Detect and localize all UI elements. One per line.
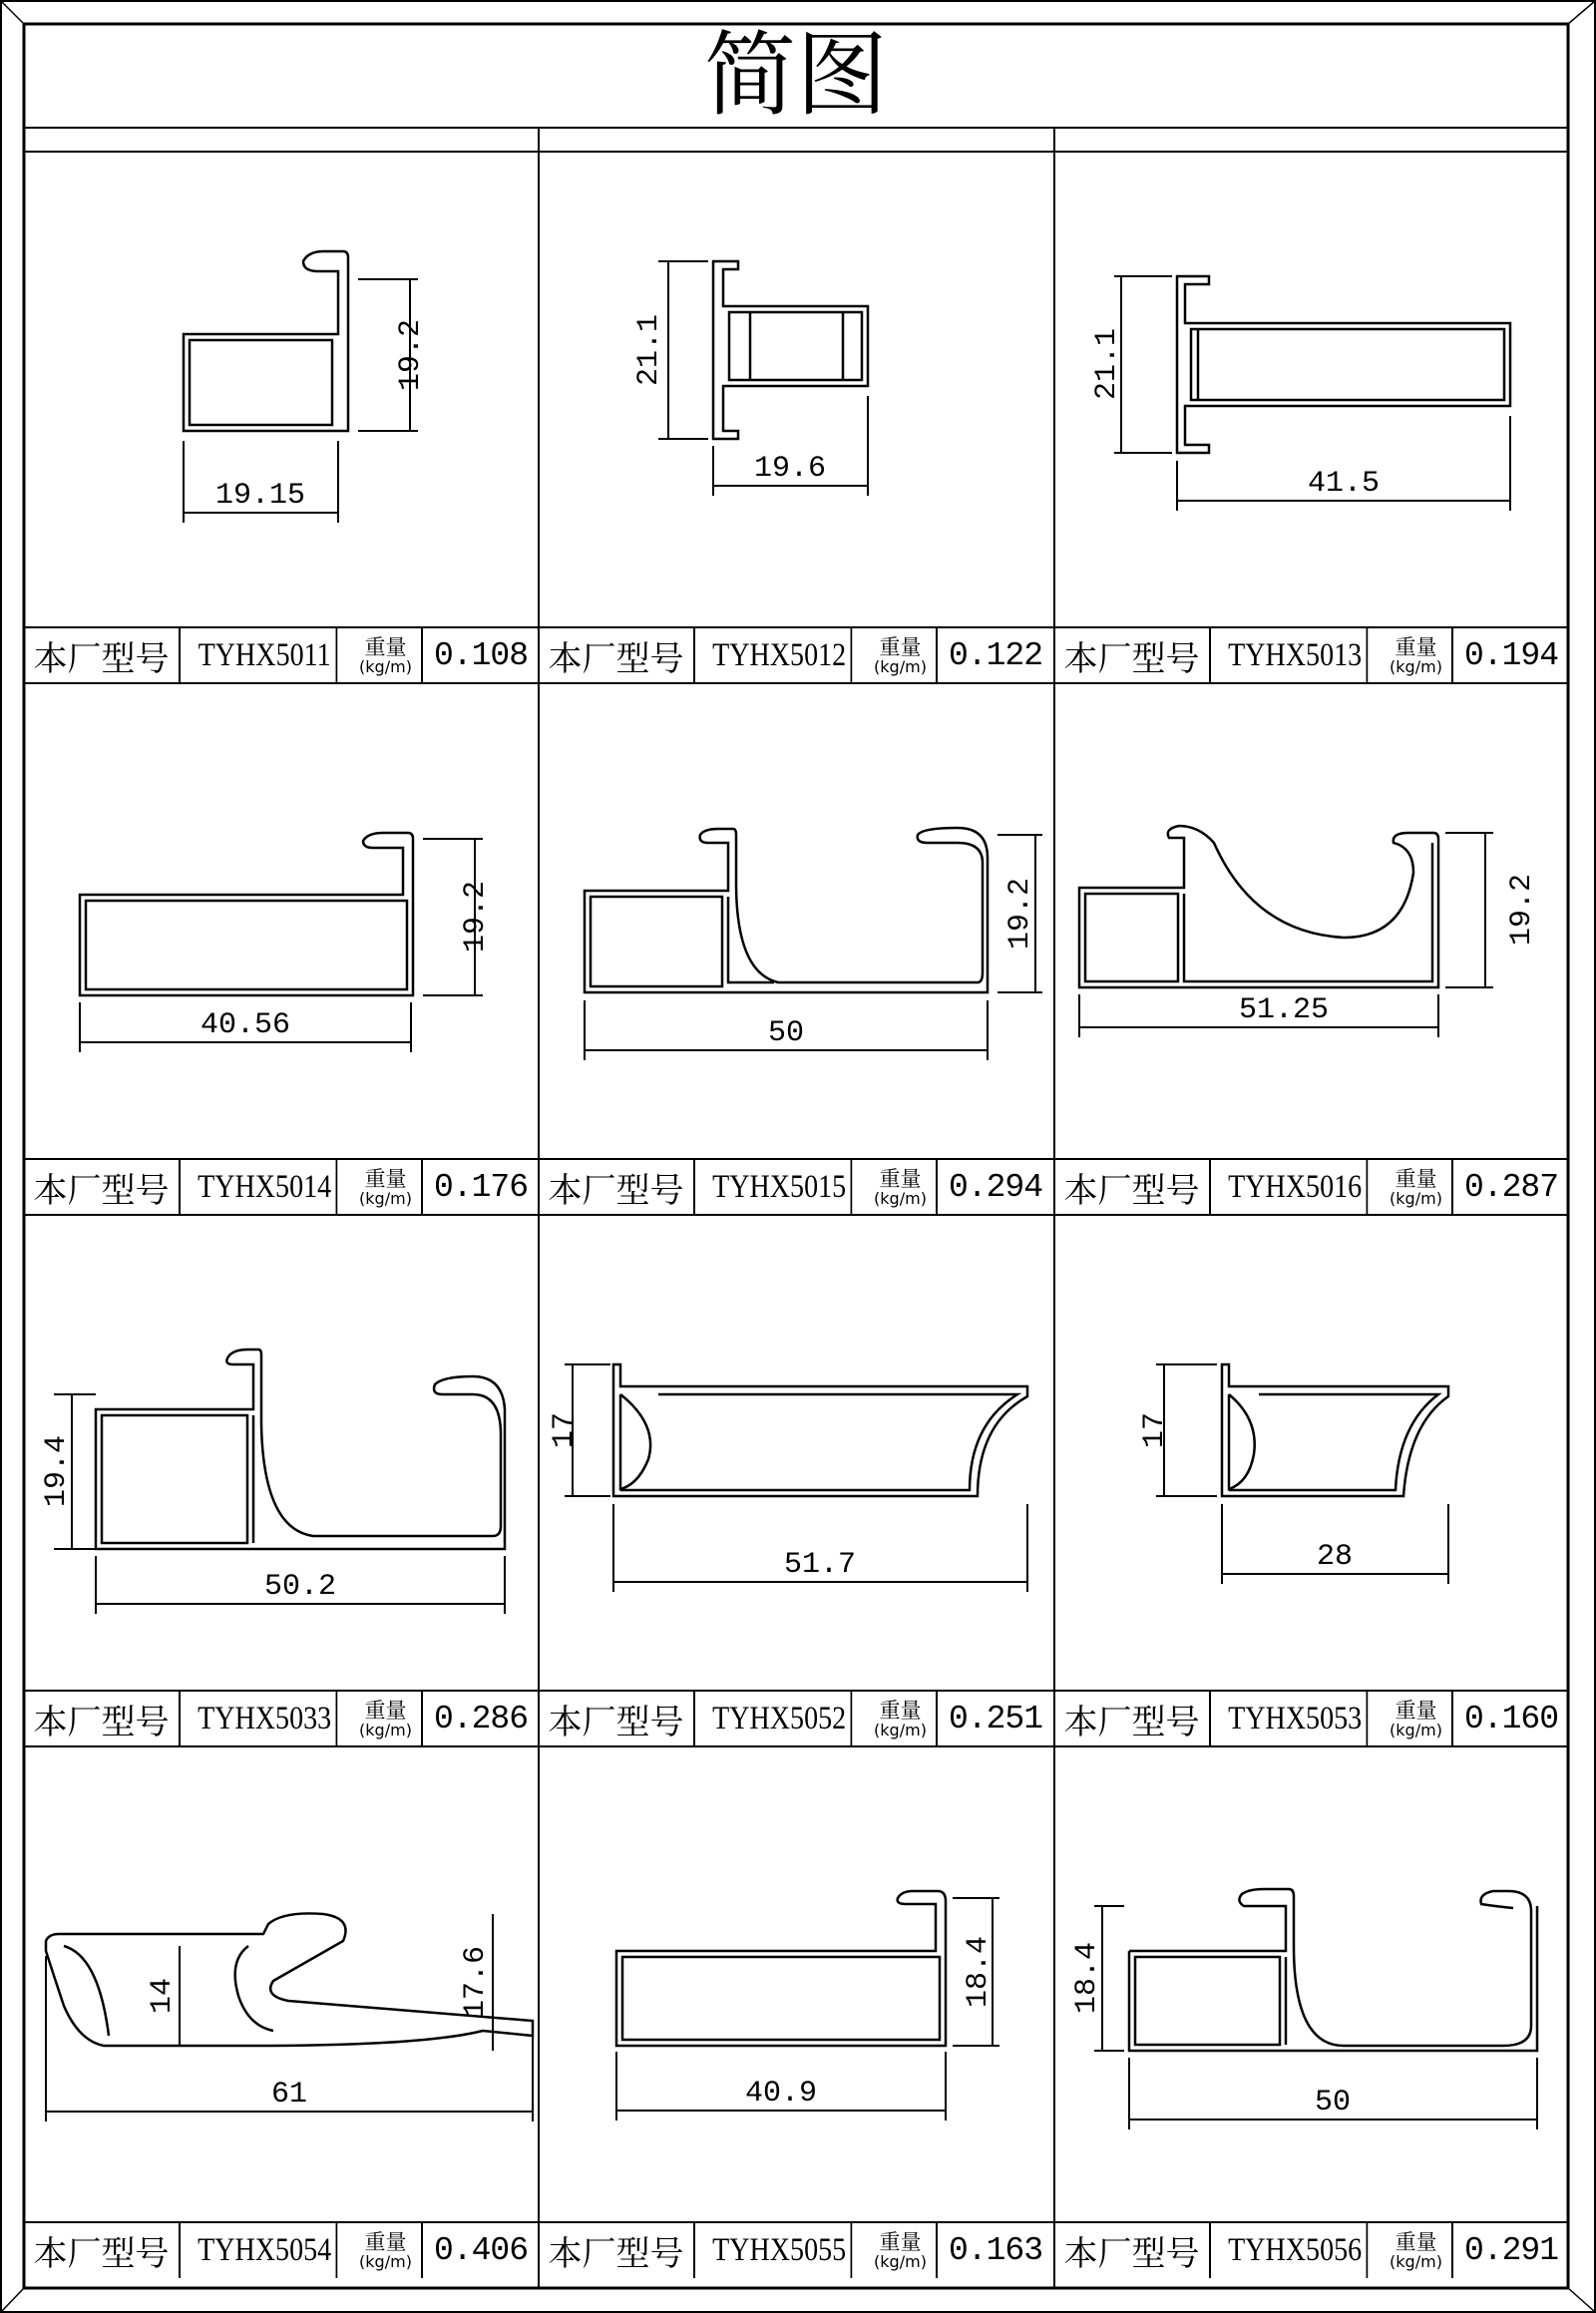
dim-label: 61: [270, 2078, 308, 2112]
model-number: TYHX5054: [194, 2223, 338, 2278]
model-label: 本厂型号: [539, 628, 695, 683]
dim-label: 50: [1314, 2086, 1352, 2120]
info-row: [1054, 1158, 1569, 1215]
dim-label: 14: [146, 1977, 180, 2015]
weight-value: 0.108: [433, 637, 529, 674]
dim-label: 41.5: [1307, 467, 1381, 501]
profile-card-11: [539, 1746, 1053, 2278]
info-row: [24, 1158, 539, 1215]
profile-card-7: [24, 1215, 539, 1746]
weight-label: 重量 (kg/m): [1381, 628, 1453, 683]
dim-label: 50: [767, 1016, 805, 1050]
dim-label: 51.25: [1238, 993, 1330, 1027]
profile-drawing: [24, 1746, 539, 2221]
weight-value: 0.291: [1463, 2232, 1559, 2269]
weight-label: 重量 (kg/m): [350, 1160, 423, 1215]
model-label: 本厂型号: [1054, 628, 1211, 683]
model-number: TYHX5014: [194, 1160, 338, 1215]
info-row: [24, 2221, 539, 2278]
weight-value: 0.294: [948, 1169, 1043, 1206]
weight-label: 重量 (kg/m): [865, 1692, 938, 1746]
weight-value: 0.286: [433, 1701, 529, 1737]
dim-label: 17.6: [459, 1945, 493, 2019]
info-row: [539, 1690, 1053, 1746]
model-number: TYHX5052: [708, 1692, 853, 1746]
dim-label: 19.2: [1003, 877, 1037, 951]
model-number: TYHX5012: [708, 628, 853, 683]
model-label: 本厂型号: [24, 2223, 181, 2278]
dim-label: 19.2: [459, 880, 493, 954]
profile-card-1: [24, 152, 539, 683]
model-label: 本厂型号: [24, 1692, 181, 1746]
profile-card-10: [24, 1746, 539, 2278]
info-row: [24, 626, 539, 683]
profile-drawing: [539, 683, 1053, 1158]
weight-value: 0.163: [948, 2232, 1043, 2269]
dim-label: 40.56: [200, 1008, 291, 1042]
profile-drawing: [24, 1215, 539, 1690]
model-number: TYHX5011: [194, 628, 338, 683]
weight-value: 0.176: [433, 1169, 529, 1206]
profile-drawing: [1054, 683, 1569, 1158]
profile-drawing: [1054, 1215, 1569, 1690]
weight-value: 0.160: [1463, 1701, 1559, 1737]
dim-label: 19.2: [394, 318, 428, 392]
model-label: 本厂型号: [1054, 1692, 1211, 1746]
dim-label: 28: [1316, 1540, 1354, 1574]
dim-label: 21.1: [1090, 327, 1124, 401]
profile-drawing: [539, 1215, 1053, 1690]
profile-card-2: [539, 152, 1053, 683]
profile-drawing: [539, 1746, 1053, 2221]
model-number: TYHX5056: [1224, 2223, 1369, 2278]
model-number: TYHX5055: [708, 2223, 853, 2278]
weight-value: 0.122: [948, 637, 1043, 674]
profile-drawing: [24, 683, 539, 1158]
page-title: 简图: [703, 22, 888, 129]
profile-card-8: [539, 1215, 1053, 1746]
info-row: [539, 1158, 1053, 1215]
model-label: 本厂型号: [24, 628, 181, 683]
weight-label: 重量 (kg/m): [1381, 1160, 1453, 1215]
weight-label: 重量 (kg/m): [350, 1692, 423, 1746]
model-label: 本厂型号: [539, 2223, 695, 2278]
info-row: [539, 626, 1053, 683]
profile-card-6: [1054, 683, 1569, 1215]
info-row: [1054, 2221, 1569, 2278]
weight-value: 0.194: [1463, 637, 1559, 674]
dim-label: 17: [548, 1411, 582, 1449]
weight-label: 重量 (kg/m): [1381, 2223, 1453, 2278]
weight-value: 0.287: [1463, 1169, 1559, 1206]
model-number: TYHX5033: [194, 1692, 338, 1746]
model-label: 本厂型号: [1054, 2223, 1211, 2278]
dim-label: 19.4: [40, 1434, 74, 1508]
weight-label: 重量 (kg/m): [865, 2223, 938, 2278]
dim-label: 19.2: [1505, 873, 1539, 947]
info-row: [1054, 1690, 1569, 1746]
model-number: TYHX5015: [708, 1160, 853, 1215]
model-label: 本厂型号: [24, 1160, 181, 1215]
profile-card-4: [24, 683, 539, 1215]
dim-label: 19.15: [214, 479, 306, 513]
model-number: TYHX5016: [1224, 1160, 1369, 1215]
model-label: 本厂型号: [539, 1160, 695, 1215]
dim-label: 51.7: [783, 1548, 857, 1582]
profile-drawing: [24, 152, 539, 626]
model-label: 本厂型号: [539, 1692, 695, 1746]
model-label: 本厂型号: [1054, 1160, 1211, 1215]
weight-label: 重量 (kg/m): [350, 2223, 423, 2278]
model-number: TYHX5013: [1224, 628, 1369, 683]
model-number: TYHX5053: [1224, 1692, 1369, 1746]
dim-label: 18.4: [1070, 1941, 1104, 2015]
dim-label: 18.4: [962, 1935, 996, 2009]
weight-label: 重量 (kg/m): [1381, 1692, 1453, 1746]
dim-label: 21.1: [632, 313, 666, 387]
profile-drawing: [1054, 152, 1569, 626]
dim-label: 50.2: [263, 1570, 337, 1604]
dim-label: 17: [1138, 1411, 1172, 1449]
profile-card-12: [1054, 1746, 1569, 2278]
info-row: [539, 2221, 1053, 2278]
weight-value: 0.251: [948, 1701, 1043, 1737]
profile-drawing: [1054, 1746, 1569, 2221]
profile-drawing: [539, 152, 1053, 626]
weight-label: 重量 (kg/m): [865, 628, 938, 683]
dim-label: 19.6: [753, 452, 827, 486]
profile-card-9: [1054, 1215, 1569, 1746]
weight-value: 0.406: [433, 2232, 529, 2269]
dim-label: 40.9: [744, 2077, 818, 2111]
info-row: [24, 1690, 539, 1746]
profile-card-5: [539, 683, 1053, 1215]
info-row: [1054, 626, 1569, 683]
weight-label: 重量 (kg/m): [350, 628, 423, 683]
weight-label: 重量 (kg/m): [865, 1160, 938, 1215]
profile-card-3: [1054, 152, 1569, 683]
